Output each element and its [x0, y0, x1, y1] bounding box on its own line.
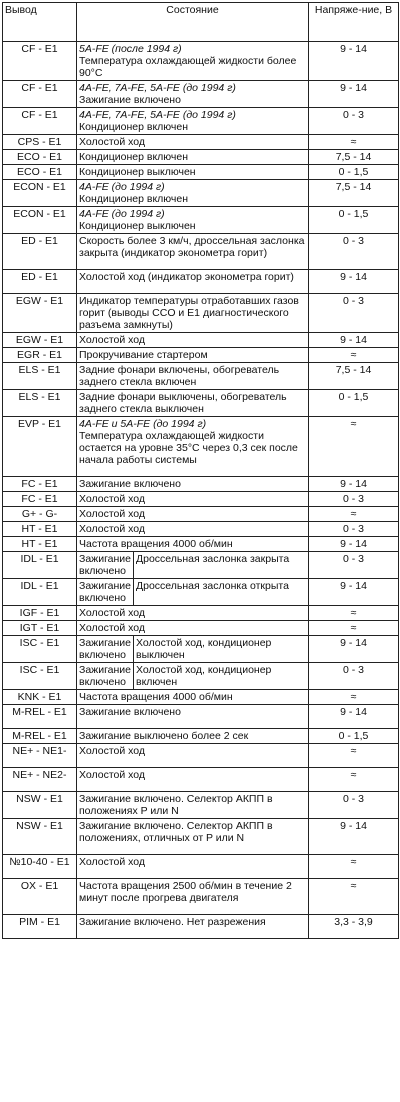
- voltage-cell: 0 - 1,5: [309, 207, 399, 234]
- table-row: [3, 390, 399, 417]
- table-row: [3, 108, 399, 135]
- table-row: [3, 744, 399, 768]
- table-row: [3, 207, 399, 234]
- pin-cell: CF - E1: [3, 81, 77, 108]
- condition-text: Кондиционер включен: [79, 121, 189, 133]
- condition-cell: [77, 294, 309, 333]
- condition-cell: [77, 333, 309, 348]
- condition-cell: [77, 729, 309, 744]
- condition-text: Задние фонари выключены, обогреватель заднего стекла выключен: [79, 391, 287, 415]
- table-row: [3, 180, 399, 207]
- condition-cell: [77, 579, 309, 606]
- pin-cell: FC - E1: [3, 492, 77, 507]
- pin-cell: CPS - E1: [3, 135, 77, 150]
- voltage-cell: 0 - 1,5: [309, 729, 399, 744]
- table-row: [3, 690, 399, 705]
- condition-cell: [77, 636, 309, 663]
- table-body: [3, 42, 399, 939]
- condition-cell: [77, 390, 309, 417]
- table-header-row: [3, 3, 399, 42]
- table-row: [3, 492, 399, 507]
- engine-variant: 4A-FE и 5A-FE (до 1994 г): [79, 418, 207, 430]
- voltage-cell: 9 - 14: [309, 819, 399, 855]
- voltage-cell: 0 - 1,5: [309, 390, 399, 417]
- table-row: [3, 792, 399, 819]
- condition-cell: [77, 606, 309, 621]
- condition-text: Холостой ход: [79, 523, 146, 535]
- condition-sub-right: Дроссельная заслонка закрыта: [136, 553, 290, 565]
- condition-cell: [77, 42, 309, 81]
- condition-cell: [77, 270, 309, 294]
- condition-text: Зажигание включено: [79, 478, 181, 490]
- condition-text: Холостой ход: [79, 334, 146, 346]
- pin-cell: EGR - E1: [3, 348, 77, 363]
- voltage-cell: 0 - 3: [309, 522, 399, 537]
- condition-cell: [77, 537, 309, 552]
- condition-cell: [77, 108, 309, 135]
- condition-text: Температура охлаждающей жидкости остается на уровне 35°C через 0,3 сек после начала работы системы: [79, 430, 298, 466]
- table-row: [3, 663, 399, 690]
- voltage-cell: 0 - 3: [309, 108, 399, 135]
- pin-cell: HT - E1: [3, 537, 77, 552]
- condition-cell: [77, 507, 309, 522]
- pin-cell: IDL - E1: [3, 579, 77, 606]
- voltage-cell: 9 - 14: [309, 333, 399, 348]
- table-row: [3, 729, 399, 744]
- condition-cell: [77, 819, 309, 855]
- condition-text: Зажигание выключено более 2 сек: [79, 730, 249, 742]
- pin-cell: IGF - E1: [3, 606, 77, 621]
- table-row: [3, 819, 399, 855]
- condition-cell: [77, 792, 309, 819]
- condition-cell: [77, 180, 309, 207]
- condition-text: Зажигание включено. Селектор АКПП в положениях P или N: [79, 793, 273, 817]
- condition-sub-right: Холостой ход, кондиционер выключен: [136, 637, 272, 661]
- table-row: [3, 234, 399, 270]
- pin-cell: PIM - E1: [3, 915, 77, 939]
- condition-cell: [77, 492, 309, 507]
- pin-cell: ED - E1: [3, 270, 77, 294]
- table-row: [3, 855, 399, 879]
- voltage-cell: 9 - 14: [309, 270, 399, 294]
- condition-sub-left: Зажигание включено: [77, 552, 134, 578]
- condition-cell: [77, 348, 309, 363]
- pin-cell: CF - E1: [3, 108, 77, 135]
- table-row: [3, 768, 399, 792]
- table-row: [3, 579, 399, 606]
- table-row: [3, 537, 399, 552]
- voltage-cell: 0 - 3: [309, 294, 399, 333]
- condition-text: Холостой ход: [79, 607, 146, 619]
- table-row: [3, 363, 399, 390]
- condition-cell: [77, 705, 309, 729]
- condition-cell: [77, 363, 309, 390]
- table-row: [3, 621, 399, 636]
- condition-text: Холостой ход: [79, 493, 146, 505]
- pin-cell: ISC - E1: [3, 636, 77, 663]
- voltage-cell: ≈: [309, 744, 399, 768]
- condition-text: Кондиционер включен: [79, 193, 189, 205]
- condition-text: Зажигание включено. Нет разрежения: [79, 916, 266, 928]
- condition-text: Холостой ход: [79, 508, 146, 520]
- condition-text: Частота вращения 2500 об/мин в течение 2 минут после прогрева двигателя: [79, 880, 292, 904]
- engine-variant: 5A-FE (после 1994 г): [79, 43, 182, 55]
- voltage-cell: 7,5 - 14: [309, 150, 399, 165]
- condition-sub-right: Дроссельная заслонка открыта: [136, 580, 289, 592]
- pin-cell: ECO - E1: [3, 165, 77, 180]
- pin-cell: CF - E1: [3, 42, 77, 81]
- voltage-cell: 7,5 - 14: [309, 180, 399, 207]
- table-row: [3, 150, 399, 165]
- voltage-cell: 0 - 3: [309, 552, 399, 579]
- pin-cell: OX - E1: [3, 879, 77, 915]
- pin-cell: FC - E1: [3, 477, 77, 492]
- condition-text: Температура охлаждающей жидкости более 90°C: [79, 55, 297, 79]
- voltage-cell: 0 - 1,5: [309, 165, 399, 180]
- table-row: [3, 42, 399, 81]
- condition-text: Холостой ход (индикатор эконометра горит): [79, 271, 294, 283]
- pin-cell: NE+ - NE1-: [3, 744, 77, 768]
- condition-text: Кондиционер выключен: [79, 166, 196, 178]
- voltage-cell: 0 - 3: [309, 663, 399, 690]
- pin-cell: EGW - E1: [3, 294, 77, 333]
- condition-text: Зажигание включено: [79, 706, 181, 718]
- condition-text: Холостой ход: [79, 622, 146, 634]
- voltage-cell: 9 - 14: [309, 537, 399, 552]
- pin-cell: ECON - E1: [3, 207, 77, 234]
- voltage-cell: 9 - 14: [309, 705, 399, 729]
- table-row: [3, 915, 399, 939]
- voltage-cell: 3,3 - 3,9: [309, 915, 399, 939]
- pin-cell: ELS - E1: [3, 363, 77, 390]
- voltage-cell: 0 - 3: [309, 792, 399, 819]
- condition-cell: [77, 855, 309, 879]
- condition-cell: [77, 150, 309, 165]
- condition-text: Холостой ход: [79, 769, 146, 781]
- table-row: [3, 879, 399, 915]
- voltage-cell: 9 - 14: [309, 636, 399, 663]
- pin-cell: IDL - E1: [3, 552, 77, 579]
- pin-cell: NSW - E1: [3, 819, 77, 855]
- table-row: [3, 417, 399, 477]
- table-row: [3, 522, 399, 537]
- table-row: [3, 135, 399, 150]
- pin-cell: NE+ - NE2-: [3, 768, 77, 792]
- pin-cell: EGW - E1: [3, 333, 77, 348]
- pin-cell: ISC - E1: [3, 663, 77, 690]
- table-row: [3, 552, 399, 579]
- table-row: [3, 294, 399, 333]
- voltage-cell: ≈: [309, 135, 399, 150]
- pin-cell: ECO - E1: [3, 150, 77, 165]
- condition-text: Прокручивание стартером: [79, 349, 208, 361]
- voltage-cell: ≈: [309, 855, 399, 879]
- condition-text: Частота вращения 4000 об/мин: [79, 538, 233, 550]
- pin-cell: KNK - E1: [3, 690, 77, 705]
- condition-cell: [77, 477, 309, 492]
- condition-text: Кондиционер выключен: [79, 220, 196, 232]
- condition-text: Зажигание включено: [79, 94, 181, 106]
- condition-cell: [77, 165, 309, 180]
- table-row: [3, 165, 399, 180]
- voltage-cell: 9 - 14: [309, 81, 399, 108]
- pin-cell: ECON - E1: [3, 180, 77, 207]
- header-state: Состояние: [77, 3, 309, 42]
- engine-variant: 4A-FE, 7A-FE, 5A-FE (до 1994 г): [79, 109, 236, 121]
- pin-cell: M-REL - E1: [3, 705, 77, 729]
- condition-cell: [77, 135, 309, 150]
- condition-sub-right: Холостой ход, кондиционер включен: [136, 664, 272, 688]
- condition-text: Индикатор температуры отработавших газов горит (выводы CCO и E1 диагностического разъема замкнуты): [79, 295, 299, 331]
- pin-cell: ED - E1: [3, 234, 77, 270]
- condition-cell: [77, 663, 309, 690]
- condition-text: Частота вращения 4000 об/мин: [79, 691, 233, 703]
- condition-text: Задние фонари включены, обогреватель заднего стекла включен: [79, 364, 280, 388]
- voltage-cell: ≈: [309, 348, 399, 363]
- voltage-cell: 0 - 3: [309, 234, 399, 270]
- condition-cell: [77, 690, 309, 705]
- table-row: [3, 507, 399, 522]
- table-row: [3, 333, 399, 348]
- condition-cell: [77, 744, 309, 768]
- voltage-cell: ≈: [309, 507, 399, 522]
- pin-cell: IGT - E1: [3, 621, 77, 636]
- condition-text: Холостой ход: [79, 745, 146, 757]
- pin-cell: EVP - E1: [3, 417, 77, 477]
- condition-cell: [77, 234, 309, 270]
- voltage-cell: ≈: [309, 606, 399, 621]
- pin-cell: G+ - G-: [3, 507, 77, 522]
- voltage-cell: ≈: [309, 690, 399, 705]
- condition-cell: [77, 768, 309, 792]
- table-row: [3, 636, 399, 663]
- condition-cell: [77, 207, 309, 234]
- condition-cell: [77, 879, 309, 915]
- condition-sub-left: Зажигание включено: [77, 663, 134, 689]
- voltage-cell: ≈: [309, 621, 399, 636]
- condition-cell: [77, 552, 309, 579]
- pin-cell: HT - E1: [3, 522, 77, 537]
- pin-cell: NSW - E1: [3, 792, 77, 819]
- voltage-cell: ≈: [309, 768, 399, 792]
- header-voltage: Напряже-ние, В: [309, 3, 399, 42]
- header-pin: Вывод: [3, 3, 77, 42]
- condition-text: Скорость более 3 км/ч, дроссельная заслонка закрыта (индикатор эконометра горит): [79, 235, 305, 259]
- condition-sub-left: Зажигание включено: [77, 579, 134, 605]
- condition-text: Зажигание включено. Селектор АКПП в положениях, отличных от P или N: [79, 820, 273, 844]
- condition-cell: [77, 915, 309, 939]
- condition-text: Холостой ход: [79, 856, 146, 868]
- engine-variant: 4A-FE, 7A-FE, 5A-FE (до 1994 г): [79, 82, 236, 94]
- table-row: [3, 81, 399, 108]
- condition-text: Кондиционер включен: [79, 151, 189, 163]
- table-row: [3, 348, 399, 363]
- pin-cell: №10-40 - E1: [3, 855, 77, 879]
- engine-variant: 4A-FE (до 1994 г): [79, 208, 165, 220]
- condition-cell: [77, 81, 309, 108]
- voltage-cell: ≈: [309, 417, 399, 477]
- voltage-cell: 9 - 14: [309, 579, 399, 606]
- voltage-table-sheet: [2, 2, 398, 939]
- voltage-cell: ≈: [309, 879, 399, 915]
- voltage-table: [2, 2, 399, 939]
- voltage-cell: 9 - 14: [309, 42, 399, 81]
- table-row: [3, 705, 399, 729]
- condition-text: Холостой ход: [79, 136, 146, 148]
- voltage-cell: 9 - 14: [309, 477, 399, 492]
- condition-cell: [77, 522, 309, 537]
- condition-cell: [77, 621, 309, 636]
- table-row: [3, 270, 399, 294]
- voltage-cell: 7,5 - 14: [309, 363, 399, 390]
- pin-cell: M-REL - E1: [3, 729, 77, 744]
- voltage-cell: 0 - 3: [309, 492, 399, 507]
- condition-cell: [77, 417, 309, 477]
- engine-variant: 4A-FE (до 1994 г): [79, 181, 165, 193]
- table-row: [3, 477, 399, 492]
- table-row: [3, 606, 399, 621]
- pin-cell: ELS - E1: [3, 390, 77, 417]
- condition-sub-left: Зажигание включено: [77, 636, 134, 662]
